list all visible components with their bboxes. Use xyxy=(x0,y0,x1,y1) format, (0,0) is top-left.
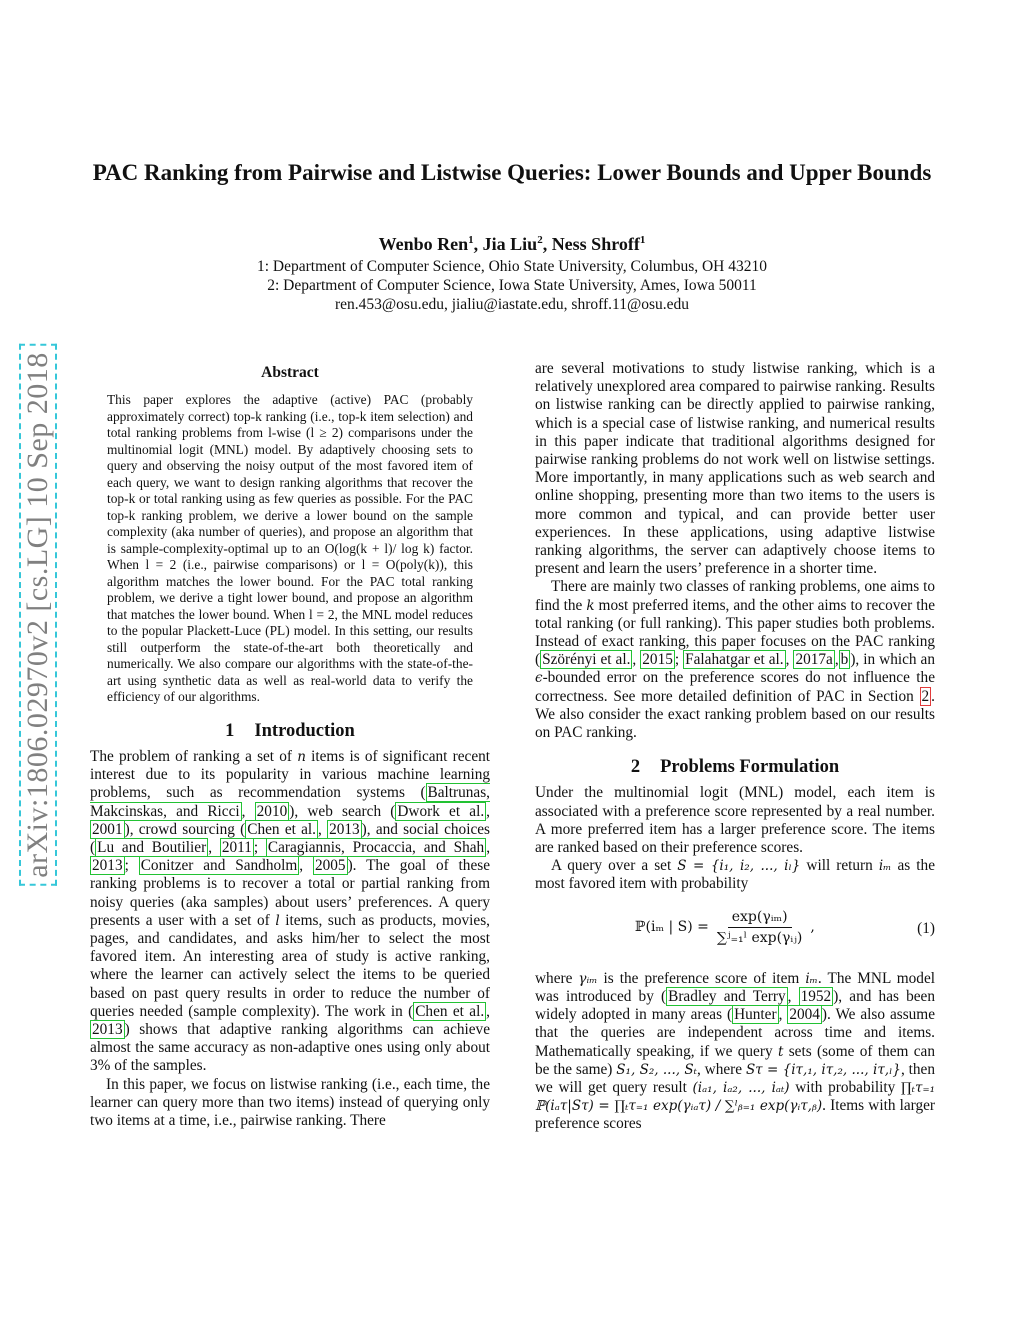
section-heading-introduction: 1 Introduction xyxy=(225,720,355,741)
citation-link[interactable]: 2001 xyxy=(92,820,123,838)
citation-link[interactable]: b xyxy=(840,651,849,669)
intro-paragraph-2: In this paper, we focus on listwise ranking (i.e., each time, the learner can query more than two items) instead of querying only two items at a time, i.e., pairwise ranking. There xyxy=(90,1075,490,1129)
right-paragraph-2: There are mainly two classes of ranking problems, one aims to find the k most preferred items, and the other aims to recover the total ranking (or full ranking). This paper studies both problems. Instead of exact ranking, this paper focuses on the PAC ranking ( Szörényi et al. , 2015 ; Falahatgar et al. , 2017a , b ), in which an ϵ-bounded error on the preference scores do not influence the correctness. See more detailed definition of PAC in Section 2 . We also consider the exact ranking problem based on our results on PAC ranking. xyxy=(535,578,935,742)
abstract-heading: Abstract xyxy=(261,364,319,381)
author-emails: ren.453@osu.edu, jialiu@iastate.edu, shroff.11@osu.edu xyxy=(334,296,690,313)
citation-link[interactable]: Chen et al. xyxy=(247,820,316,838)
citation-link[interactable]: Hunter xyxy=(734,1006,777,1024)
citation-link[interactable]: Chen et al. xyxy=(415,1002,485,1020)
citation-link[interactable]: 2013 xyxy=(92,1020,123,1038)
citation-link[interactable]: 2015 xyxy=(642,651,673,669)
citation-link[interactable]: Baltrunas, Makcinskas, and Ricci xyxy=(90,784,490,820)
arxiv-stamp xyxy=(18,320,58,910)
right-column xyxy=(535,360,935,1134)
citation-link[interactable]: 2011 xyxy=(221,838,252,856)
abstract-text: This paper explores the adaptive (active) PAC (probably approximately correct) top-k ranking (i.e., top-k item selection) and total ranking problems from l-wise (l ≥ 2) comparisons under the multinomial logit (MNL) model. By adaptively choosing sets to query and observing the noisy output of the most favored item of each query, we want to design ranking algorithms that recover the top-k or total ranking using as few queries as possible. For the PAC top-k ranking problem, we derive a lower bound on the sample complexity (aka number of queries), and propose an algorithm that is sample-complexity-optimal up to an O(log(k + l)/ log k) factor. When l = 2 (i.e., pairwise comparisons) or l = O(poly(k)), this algorithm matches the lower bound. For the PAC total ranking problem, we derive a tight lower bound, and propose an algorithm that matches the lower bound. When l = 2, the MNL model reduces to the popular Plackett-Luce (PL) model. In this setting, our results still outperform the state-of-the-art both theoretically and numerically. We also compare our algorithms with the state-of-the-art using synthetic data as well as real-world data to verify the efficiency of our algorithms. xyxy=(107,392,473,705)
equation-1: ℙ(iₘ | S) = $\frac{\text{exp(γᵢₘ)}}{\text{∑ʲ₌₁ˡ exp(γᵢⱼ)}}$ , (1) xyxy=(635,908,935,946)
affiliation-1: 1: Department of Computer Science, Ohio State University, Columbus, OH 43210 xyxy=(257,258,767,275)
section2-paragraph-1: Under the multinomial logit (MNL) model, each item is associated with a preference score represented by a real number. A more preferred item has a larger preference score. The items are ranked based on their preference scores. xyxy=(535,784,935,857)
citation-link[interactable]: 1952 xyxy=(800,987,832,1005)
citation-link[interactable]: 2017a xyxy=(795,651,833,669)
citation-link[interactable]: Conitzer and Sandholm xyxy=(140,857,298,875)
citation-link[interactable]: Falahatgar et al. xyxy=(685,651,784,669)
equation-lhs: ℙ(iₘ | S) = xyxy=(635,919,709,936)
arxiv-identifier[interactable]: arXiv:1806.02970v2 [cs.LG] 10 Sep 2018 xyxy=(19,344,57,886)
paper-title: PAC Ranking from Pairwise and Listwise Queries: Lower Bounds and Upper Bounds xyxy=(92,160,932,185)
equation-fraction: $\frac{\text{exp(γᵢₘ)}}{\text{∑ʲ₌₁ˡ exp(γᵢⱼ)}}$ xyxy=(716,908,803,946)
citation-link[interactable]: 2013 xyxy=(92,857,123,875)
right-paragraph-1: are several motivations to study listwise ranking, which is a relatively unexplored area compared to pairwise ranking. Results on listwise ranking can be directly applied to pairwise ranking, which is a special case of listwise ranking, and numerical results in this paper indicate that traditional algorithms designed for pairwise ranking problems do not work well on listwise settings. More importantly, in many applications such as web search and online shopping, presenting more than two items to the users is more common and typical, and can provide better user experiences. In these applications, using adaptive listwise ranking algorithms, the server can adaptively choose items to present and learn the users’ preference in a shorter time. xyxy=(535,360,935,578)
citation-link[interactable]: Caragiannis, Procaccia, and Shah xyxy=(267,838,485,856)
section-link[interactable]: 2 xyxy=(921,687,930,705)
author-block xyxy=(90,235,934,314)
section2-paragraph-3: where γᵢₘ is the preference score of item iₘ. The MNL model was introduced by ( Bradley and Terry , 1952 ), and has been widely adopted in many areas ( Hunter , 2004 ). We also assume that the queries are independent across time and items. Mathematically speaking, if we query t sets (some of them can be the same) S₁, S₂, ..., Sₜ, where Sτ = {iτ,₁, iτ,₂, ..., iτ,ₗ}, then we will get query result (iₐ₁, iₐ₂, ..., iₐₜ) with probability ∏ₜτ₌₁ ℙ(iₐτ|Sτ) = ∏ₜτ₌₁ exp(γᵢₐτ) / ∑ˡᵦ₌₁ exp(γᵢτ,ᵦ). Items with larger preference scores xyxy=(535,969,936,1133)
citation-link[interactable]: 2010 xyxy=(256,802,288,820)
citation-link[interactable]: Bradley and Terry xyxy=(668,987,786,1005)
citation-link[interactable]: Lu and Boutilier xyxy=(97,838,207,856)
citation-link[interactable]: Szörényi et al. xyxy=(542,651,631,669)
citation-link[interactable]: Dwork et al. xyxy=(397,802,485,820)
citation-link[interactable]: 2013 xyxy=(329,820,360,838)
author-name: Ness Shroff xyxy=(551,234,640,254)
author-name: Wenbo Ren xyxy=(378,234,469,254)
section2-paragraph-2: A query over a set S = {i₁, i₂, ..., iₗ} will return iₘ as the most favored item with probability xyxy=(535,857,935,893)
intro-paragraph-1: The problem of ranking a set of n items is of significant recent interest due to its popularity in various machine learning problems, such as recommendation systems ( Baltrunas, Makcinskas, and Ricci , 2010 ), web search ( Dwork et al. , 2001 ), crowd sourcing ( Chen et al. , 2013 ), and social choices ( Lu and Boutilier , 2011 ; Caragiannis, Procaccia, and Shah , 2013 ; Conitzer and Sandholm , 2005 ). The goal of these ranking problems is to recover a total or partial ranking from noisy queries (aka samples) about users’ preferences. A query presents a user with a set of l items, such as products, movies, pages, and candidates, and asks him/her to select the most favored item. An interesting area of study is active ranking, where the learner can actively select the items to be queried based on past query results in order to reduce the number of queries needed (sample complexity). The work in ( Chen et al. , 2013 ) shows that adaptive ranking algorithms can achieve almost the same accuracy as non-adaptive ones using only about 3% of the samples. xyxy=(90,747,491,1075)
equation-number: (1) xyxy=(917,919,935,937)
author-names: Wenbo Ren$^1$, Jia Liu$^2$, Ness Shroff$^1$ xyxy=(378,234,646,254)
citation-link[interactable]: 2005 xyxy=(314,857,346,875)
affiliation-2: 2: Department of Computer Science, Iowa State University, Ames, Iowa 50011 xyxy=(267,277,757,294)
citation-link[interactable]: 2004 xyxy=(789,1006,820,1024)
section-heading-problems-formulation: 2 Problems Formulation xyxy=(630,757,840,778)
left-column xyxy=(90,360,490,1130)
author-name: Jia Liu xyxy=(482,234,538,254)
